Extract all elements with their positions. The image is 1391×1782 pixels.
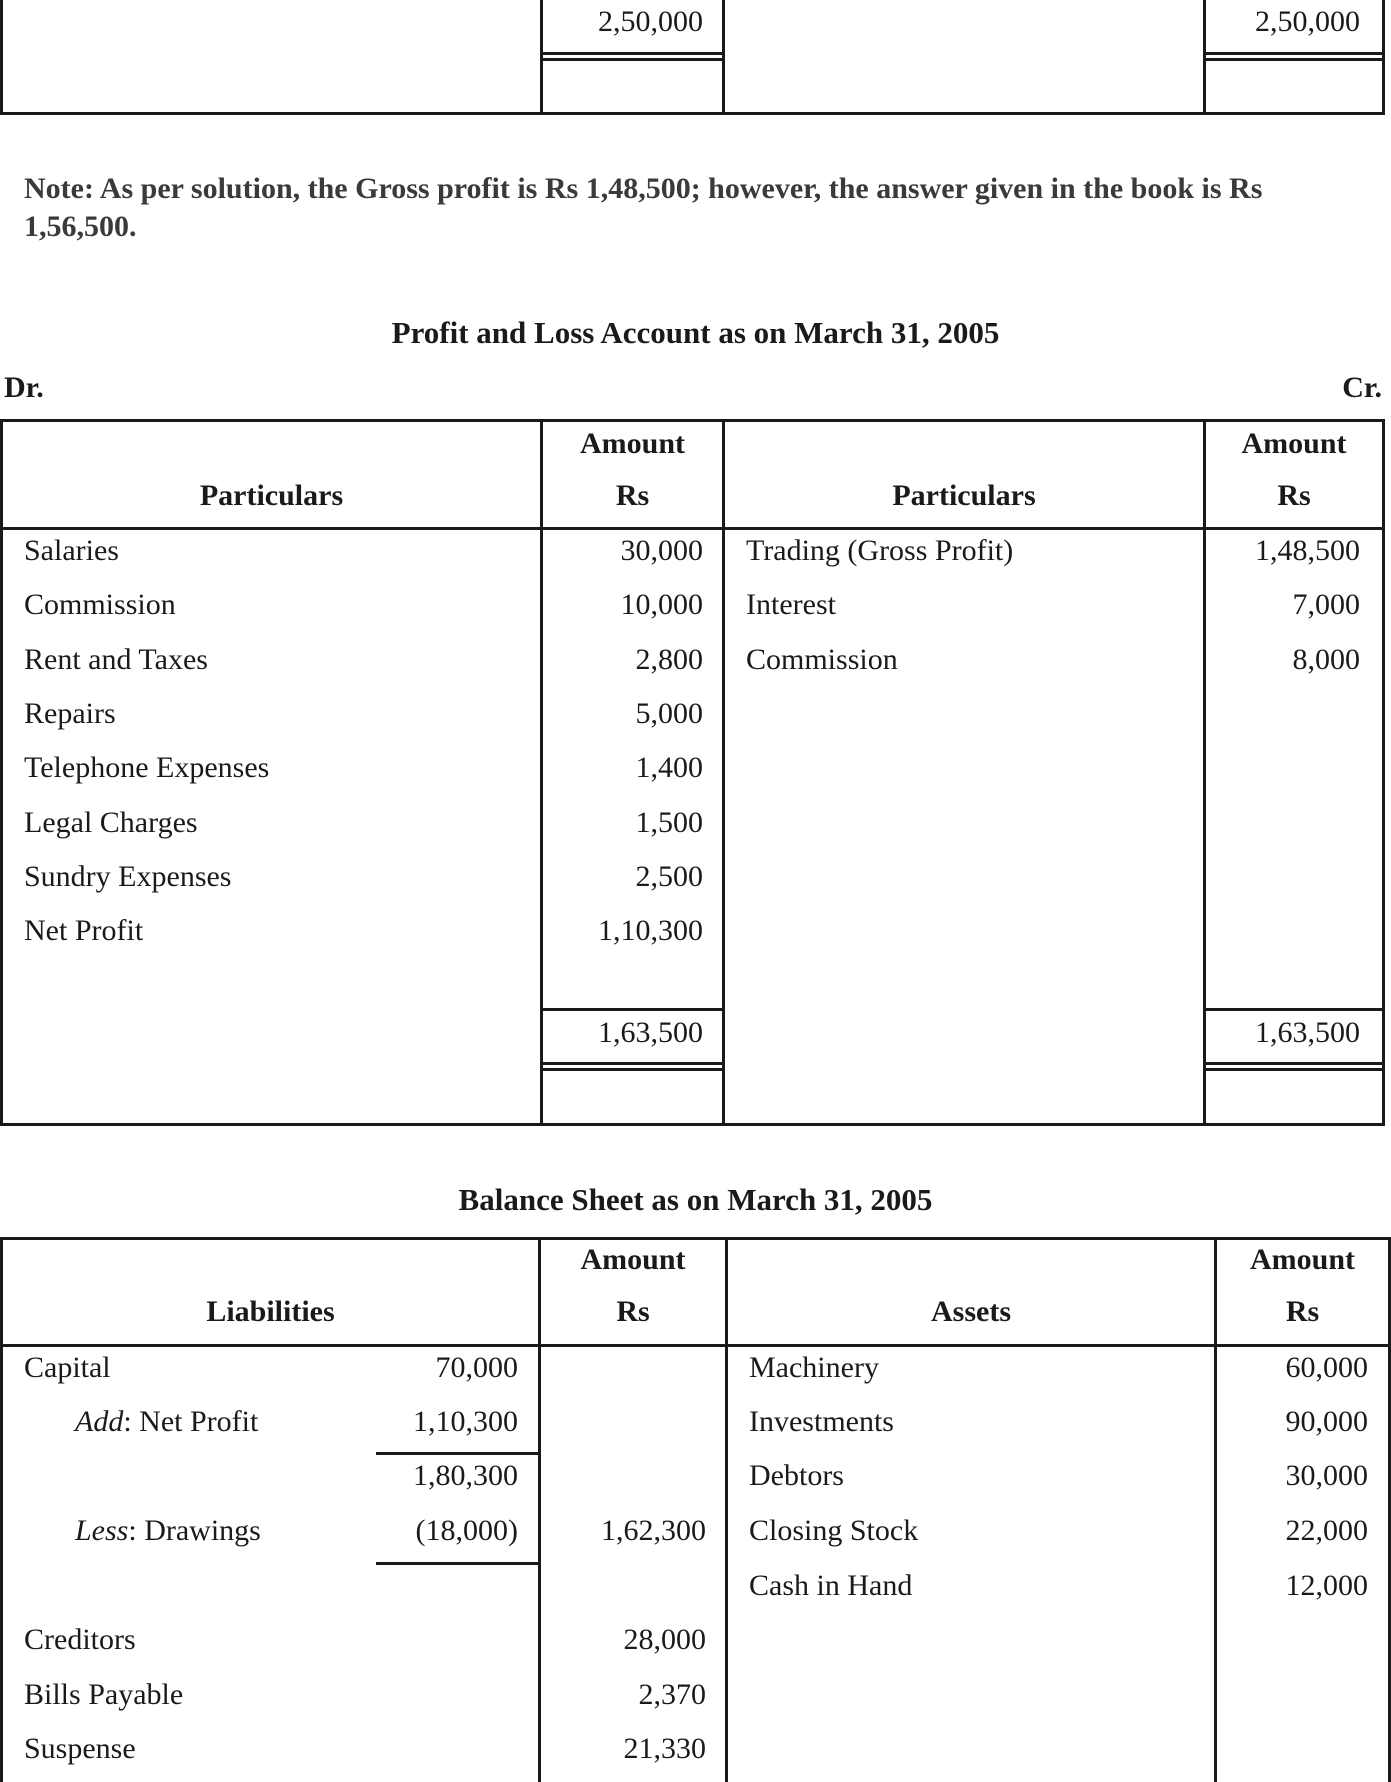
top-cr-total: 2,50,000 bbox=[1255, 5, 1360, 38]
bs-add-value: 1,10,300 bbox=[413, 1405, 518, 1438]
pl-dr-row-label: Legal Charges bbox=[24, 806, 198, 839]
pl-title: Profit and Loss Account as on March 31, 2005 bbox=[391, 315, 1000, 350]
pl-cr-amount-header: Amount bbox=[1241, 427, 1347, 460]
top-dr-total: 2,50,000 bbox=[598, 5, 703, 38]
bs-assets-rs-header: Rs bbox=[1285, 1295, 1320, 1328]
bs-liabilities-header: Liabilities bbox=[206, 1295, 335, 1328]
pl-dr-row-label: Telephone Expenses bbox=[24, 751, 270, 784]
pl-cr-row-amount: 8,000 bbox=[1292, 643, 1360, 676]
bs-less-value: (18,000) bbox=[415, 1514, 518, 1547]
bs-asset-amount: 30,000 bbox=[1285, 1459, 1368, 1492]
gross-profit-note: Note: As per solution, the Gross profit is Rs 1,48,500; however, the answer given in the book is Rs 1,56,500. bbox=[24, 172, 1263, 243]
bs-assets-header: Assets bbox=[931, 1295, 1011, 1328]
bs-asset-label: Debtors bbox=[749, 1459, 844, 1492]
pl-dr-row-amount: 2,500 bbox=[635, 860, 703, 893]
pl-dr-total: 1,63,500 bbox=[598, 1016, 703, 1049]
bs-capital-label: Capital bbox=[24, 1351, 111, 1384]
bs-less-prefix: Less bbox=[75, 1514, 129, 1547]
pl-cr-rs-header: Rs bbox=[1277, 479, 1311, 512]
bs-liability-amount: 21,330 bbox=[623, 1732, 706, 1765]
bs-liability-label: Bills Payable bbox=[24, 1678, 184, 1711]
pl-dr-row-amount: 1,500 bbox=[635, 806, 703, 839]
bs-less-label: : Drawings bbox=[128, 1514, 261, 1547]
bs-title: Balance Sheet as on March 31, 2005 bbox=[458, 1182, 933, 1217]
pl-dr-row-label: Sundry Expenses bbox=[24, 860, 232, 893]
bs-capital-subtotal: 1,80,300 bbox=[413, 1459, 518, 1492]
pl-cr-row-label: Trading (Gross Profit) bbox=[746, 534, 1014, 567]
bs-liab-rs-header: Rs bbox=[616, 1295, 650, 1328]
pl-dr-row-amount: 1,400 bbox=[635, 751, 703, 784]
pl-dr-row-label: Net Profit bbox=[24, 914, 144, 947]
dr-label: Dr. bbox=[4, 371, 44, 404]
bs-asset-label: Machinery bbox=[749, 1351, 879, 1384]
cr-label: Cr. bbox=[1342, 371, 1382, 404]
pl-dr-row-amount: 10,000 bbox=[620, 588, 703, 621]
bs-liability-amount: 28,000 bbox=[623, 1623, 706, 1656]
pl-dr-amount-header: Amount bbox=[579, 427, 685, 460]
bs-asset-amount: 60,000 bbox=[1285, 1351, 1368, 1384]
bs-add-net-profit bbox=[75, 1404, 258, 1440]
pl-dr-rs-header: Rs bbox=[615, 479, 650, 512]
bs-capital-net: 1,62,300 bbox=[601, 1514, 706, 1547]
pl-cr-row-amount: 7,000 bbox=[1292, 588, 1360, 621]
pl-dr-particulars-header: Particulars bbox=[199, 479, 344, 512]
bs-add-prefix: Add bbox=[75, 1405, 124, 1438]
bs-less-drawings bbox=[75, 1513, 261, 1549]
pl-cr-row-label: Interest bbox=[746, 588, 836, 621]
pl-dr-row-amount: 5,000 bbox=[635, 697, 703, 730]
pl-dr-row-amount: 2,800 bbox=[635, 643, 703, 676]
bs-liability-amount: 2,370 bbox=[638, 1678, 706, 1711]
pl-dr-row-amount: 30,000 bbox=[620, 534, 703, 567]
bs-asset-label: Investments bbox=[749, 1405, 894, 1438]
bs-liability-label: Creditors bbox=[24, 1623, 136, 1656]
pl-cr-row-label: Commission bbox=[746, 643, 898, 676]
bs-add-label: : Net Profit bbox=[123, 1405, 259, 1438]
pl-dr-row-label: Rent and Taxes bbox=[24, 643, 208, 676]
bs-asset-amount: 22,000 bbox=[1285, 1514, 1368, 1547]
bs-asset-amount: 90,000 bbox=[1285, 1405, 1368, 1438]
bs-liab-amount-header: Amount bbox=[580, 1243, 686, 1276]
pl-dr-row-amount: 1,10,300 bbox=[598, 914, 703, 947]
bs-liability-label: Suspense bbox=[24, 1732, 136, 1765]
bs-capital-value: 70,000 bbox=[435, 1351, 518, 1384]
pl-cr-particulars-header: Particulars bbox=[892, 479, 1036, 512]
pl-cr-row-amount: 1,48,500 bbox=[1255, 534, 1360, 567]
bs-asset-label: Closing Stock bbox=[749, 1514, 919, 1547]
bs-asset-amount: 12,000 bbox=[1285, 1569, 1368, 1602]
bs-assets-amount-header: Amount bbox=[1249, 1243, 1355, 1276]
pl-dr-row-label: Salaries bbox=[24, 534, 119, 567]
pl-dr-row-label: Repairs bbox=[24, 697, 116, 730]
pl-cr-total: 1,63,500 bbox=[1255, 1016, 1360, 1049]
pl-dr-row-label: Commission bbox=[24, 588, 176, 621]
bs-asset-label: Cash in Hand bbox=[749, 1569, 913, 1602]
